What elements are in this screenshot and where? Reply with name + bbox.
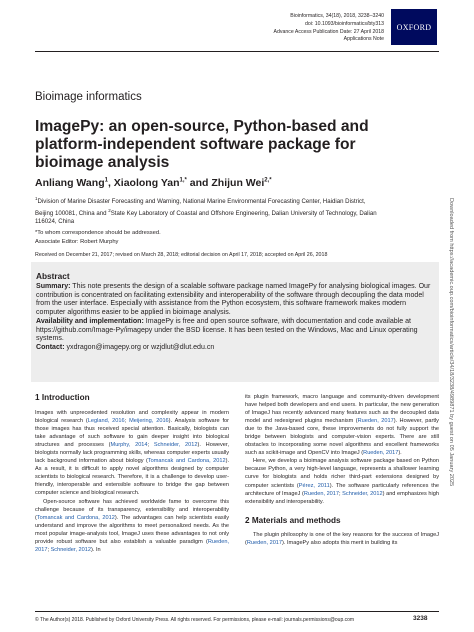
citation-link[interactable]: Schneider, 2012 <box>50 546 91 553</box>
methods-heading: 2 Materials and methods <box>245 515 341 525</box>
intro-paragraph-2: Open-source software has achieved worldwide fame to overcome this challenge because of its transparency, extensibility and interoperability (Tomancak and Cardona, 2012). The advantages can help scientists easily understand and improve the algorithms to meet personalized needs. As the most popular image-analysis tool, ImageJ uses these advantages to not only provide robust software but also establish a valuable paradigm (Rueden, 2017; Schneider, 2012). In <box>35 498 229 553</box>
right-column <box>245 393 439 547</box>
citation-link[interactable]: Tomancak and Cardona, 2012 <box>36 514 115 521</box>
intro-paragraph-1: Images with unprecedented resolution and complexity appear in modern biological research (Legland, 2016; Meijering, 2016). Analysis software for those images has thus received special attention. Basically, biologists can take advantage of such software to gain deeper insight into biological structures and processes (Murphy, 2014; Schneider, 2012). However, biologists normally lack programming skills, whereas computer experts usually lack background information about biology (Tomancak and Cardona, 2012). As a result, it is difficult to apply novel algorithms designed by computer scientists to biological research. Therefore, it is a challenge to develop user-friendly, interoperable and extensible software to bridge the gap between computer science and biological research. <box>35 410 230 497</box>
citation-link[interactable]: Schneider, 2012 <box>153 442 198 449</box>
citation-link[interactable]: Rueden, 2017 <box>357 418 394 425</box>
author-list: Anliang Wang$^1$, Xiaolong Yan$^{1,*}$ and Zhijun Wei$^{2,*}$ <box>35 177 272 189</box>
footer-rule <box>35 611 439 612</box>
right-paragraph-1: its plugin framework, macro language and community-driven development have helped both developers and end users. In particular, the new generation of ImageJ has recently advanced many features such as the decoupled data model and redesigned plugins mechanism (Rueden, 2017). However, partly due to the Java-based core, these improvements do not fully support the bridge between biologists and computer-vision experts. There are still obstacles to incorporating some novel algorithms and excellent frameworks such as scikit-image and OpenCV into ImageJ (Rueden, 2017). <box>245 394 439 457</box>
abstract-summary: Summary: This note presents the design of a scalable software package named ImagePy for analysing biological images. Our contribution is concentrated on facilitating extensibility and interoperability of the software through decoupling the data model from the user interface. Especially with assistance from the Python ecosystem, this software framework makes modern computer algorithms easier to be applied in bioimage analysis. <box>36 283 431 317</box>
abstract-contact: Contact: yxdragon@imagepy.org or wzjdlut@dlut.edu.cn <box>36 343 215 351</box>
journal-header <box>274 13 384 44</box>
citation-link[interactable]: Pérez, 2011 <box>298 482 330 489</box>
history-dates: Received on December 21, 2017; revised on March 28, 2018; editorial decision on April 17, 2018; accepted on April 26, 2018 <box>35 252 328 258</box>
associate-editor: Associate Editor: Robert Murphy <box>35 238 119 245</box>
oxford-logo: OXFORD <box>391 9 437 45</box>
abstract-availability: Availability and implementation: ImagePy is free and open source software, with documentation and code available at https://github.com/Image-Py/imagepy under the BSD license. It has been tested on the Windows, Mac and Linux operating systems. <box>36 317 418 343</box>
copyright-footer: © The Author(s) 2018. Published by Oxford University Press. All rights reserved. For permissions, please e-mail: journals.permissions@oup.com <box>35 617 355 623</box>
citation-link[interactable]: Schneider, 2012 <box>342 490 383 497</box>
abstract-heading: Abstract <box>36 271 70 281</box>
header-rule <box>35 51 439 52</box>
citation-link[interactable]: Rueden, 2017 <box>303 490 340 497</box>
left-column <box>35 393 229 554</box>
page-number: 3238 <box>413 615 428 622</box>
citation-link[interactable]: Rueden, 2017 <box>246 539 283 546</box>
citation-link[interactable]: Rueden, 2017 <box>35 538 229 553</box>
right-paragraph-2: Here, we develop a bioimage analysis software package based on Python because Python, a very high-level language, represents a shallower learning curve for biologists and holds richer third-part extensions designed by computer scientists (Pérez, 2011). The software particularly references the architecture of ImageJ (Rueden, 2017; Schneider, 2012) and emphasizes high extensibility and interoperability. <box>245 458 440 505</box>
correspondence-note: *To whom correspondence should be addressed. <box>35 230 161 236</box>
advance-access-date: Advance Access Publication Date: 27 April 2018 <box>273 28 384 35</box>
section-type: Bioimage informatics <box>35 91 142 103</box>
citation-link[interactable]: Meijering, 2016 <box>129 418 169 425</box>
citation-link[interactable]: Legland, 2016 <box>87 418 125 425</box>
citation-link[interactable]: Murphy, 2014 <box>110 442 148 449</box>
citation-link[interactable]: Rueden, 2017 <box>363 450 399 457</box>
download-side-note: Downloaded from https://academic.oup.com/bioinformatics/article/34/18/3238/4989871 by guest on 05 January 2025 <box>448 198 454 487</box>
citation-link[interactable]: Tomancak and Cardona, 2012 <box>147 458 226 465</box>
doi-text[interactable]: doi: 10.1093/bioinformatics/bty313 <box>304 20 384 27</box>
article-title: ImagePy: an open-source, Python-based and platform-independent software package for bioimage analysis <box>35 118 369 171</box>
article-type: Applications Note <box>343 36 384 43</box>
author-notes <box>35 229 161 246</box>
methods-paragraph-1: The plugin philosophy is one of the key reasons for the success of ImageJ (Rueden, 2017). ImagePy also adopts this merit in building its <box>245 531 439 546</box>
affiliations: $^1$Division of Marine Disaster Forecasting and Warning, National Marine Environmental Forecasting Center, Haidian District, Beijing 100081, China and $^2$State Key Laboratory of Coastal and Offshore Engineering, Dalian University of Technology, Dalian 116024, China <box>35 196 377 226</box>
intro-heading: 1 Introduction <box>35 393 90 402</box>
abstract-body <box>36 283 436 353</box>
journal-citation: Bioinformatics, 34(18), 2018, 3238–3240 <box>290 13 384 19</box>
